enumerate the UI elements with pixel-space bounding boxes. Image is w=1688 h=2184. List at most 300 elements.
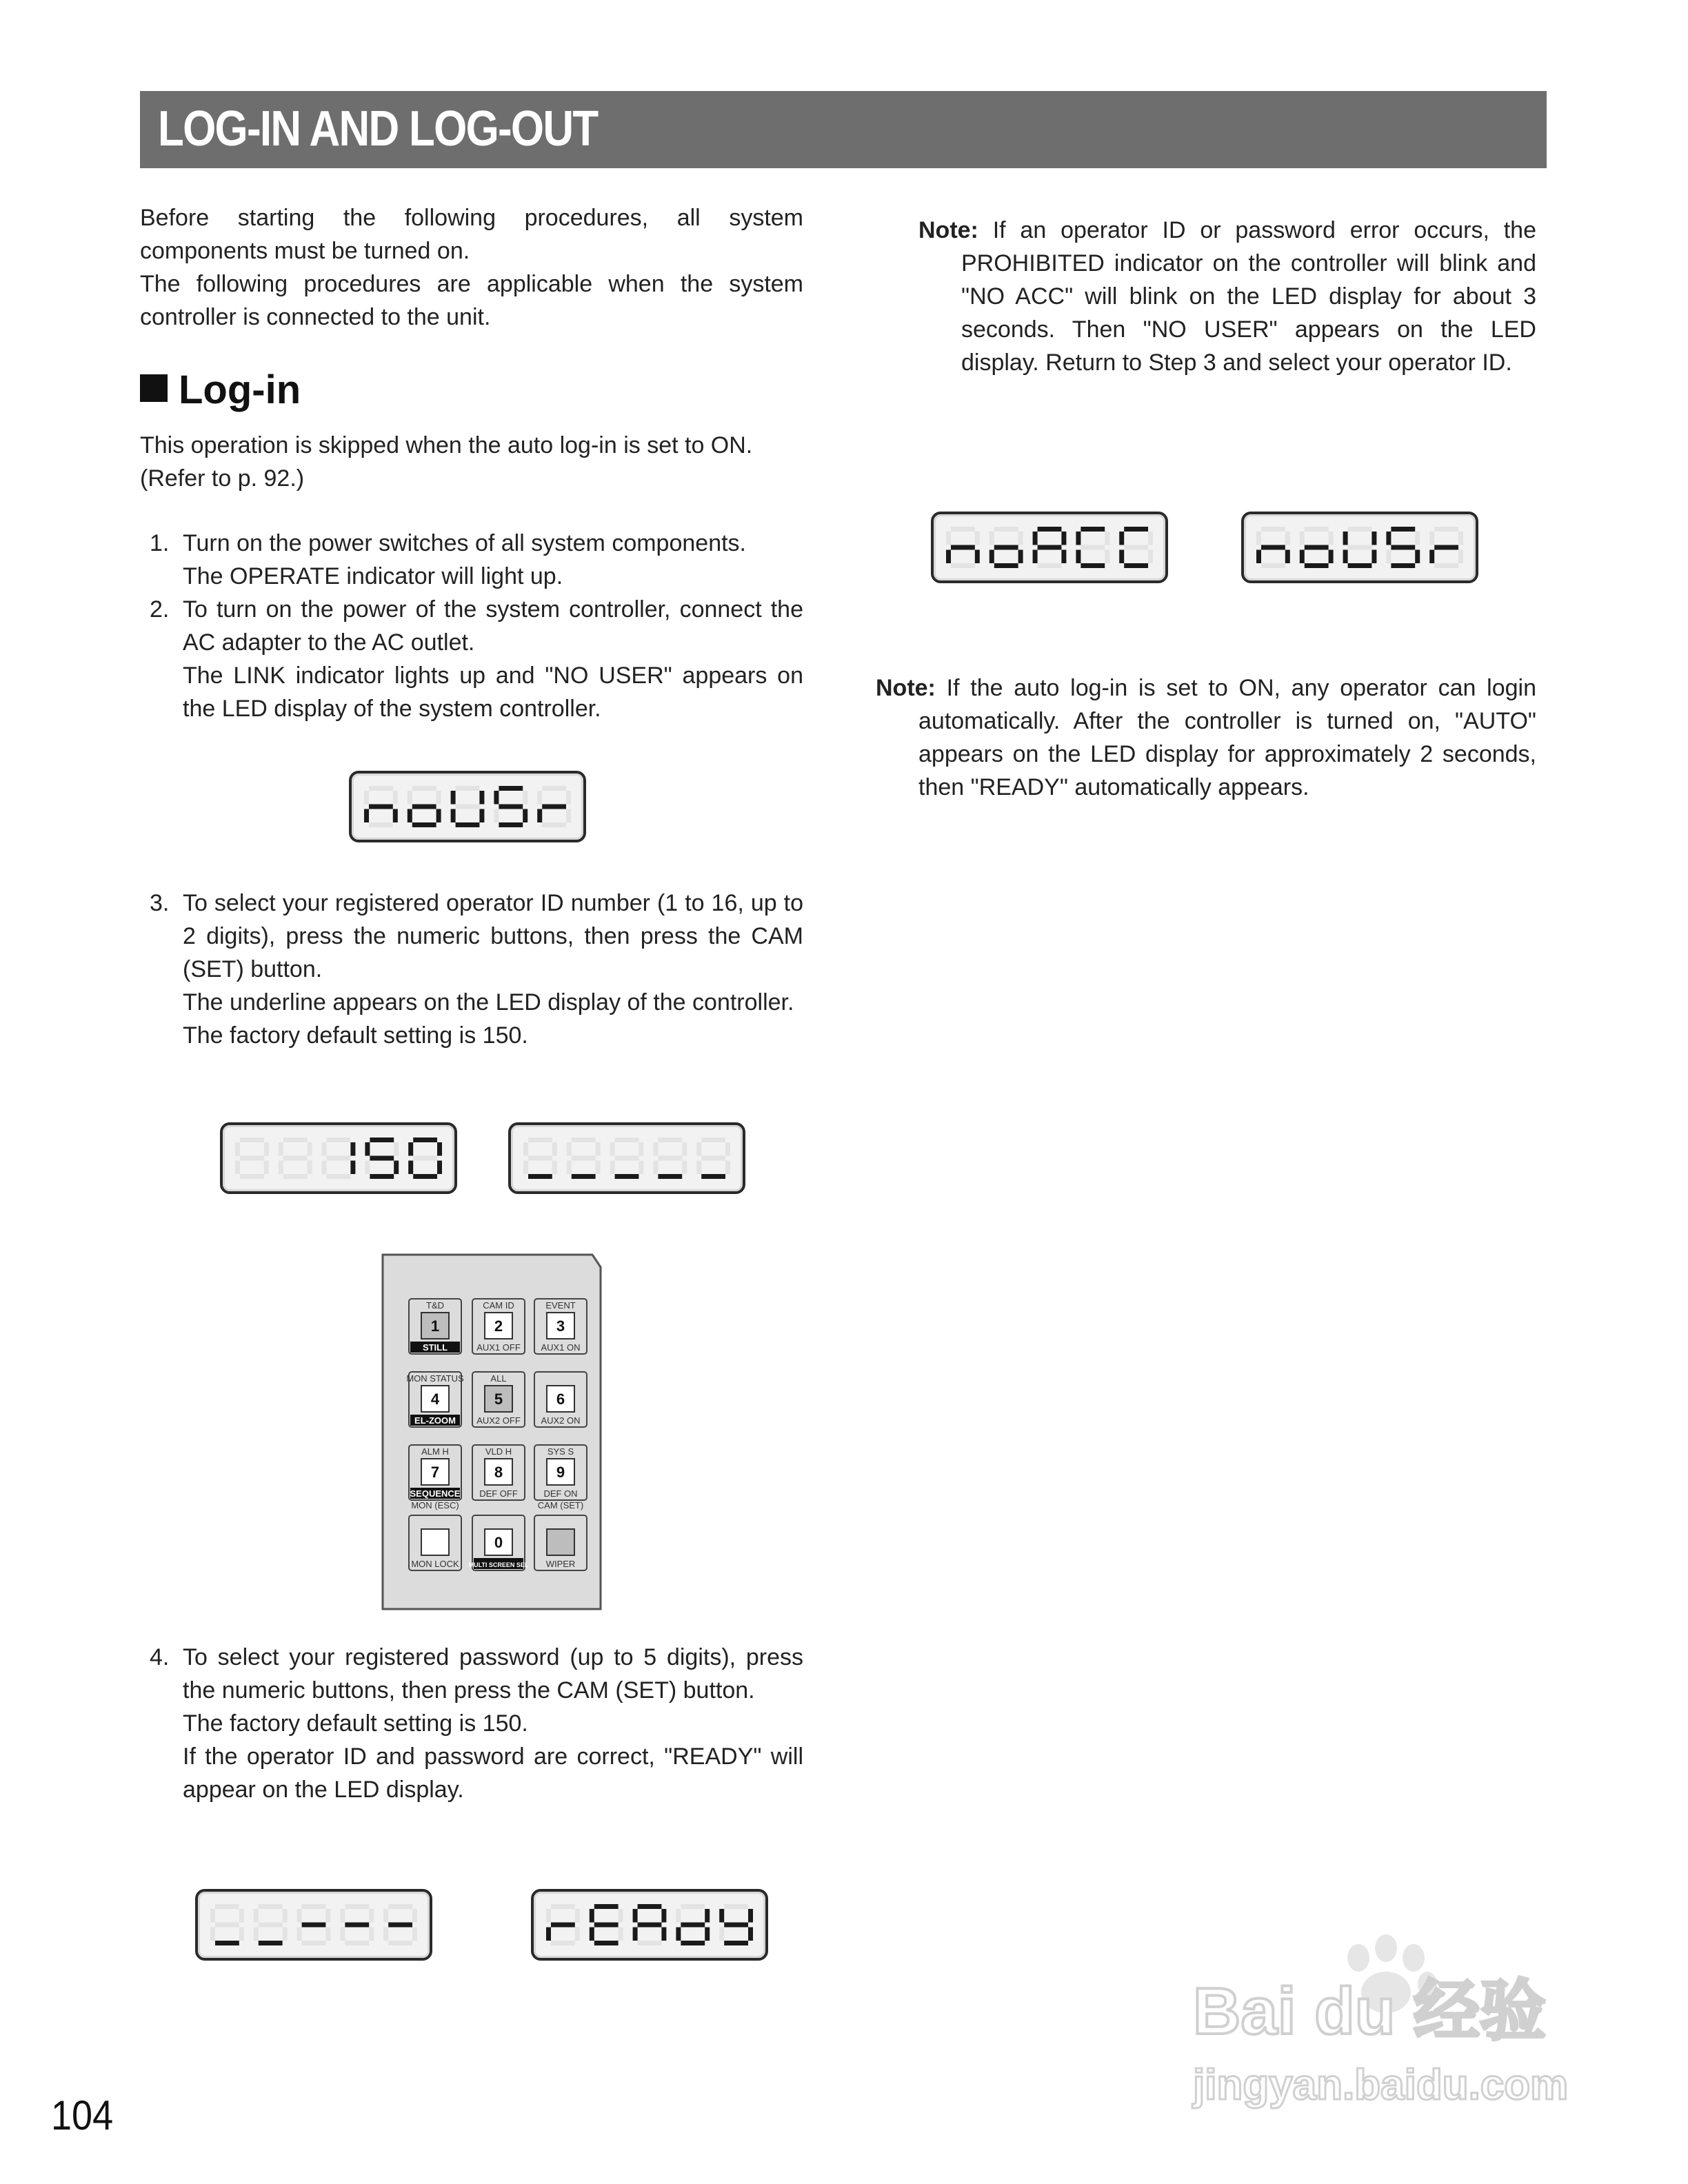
key-bottom-label: SEQUENCE [410, 1488, 461, 1499]
led-segment [1061, 550, 1066, 564]
led-segment [364, 809, 369, 823]
led-segment [572, 1156, 596, 1161]
led-segment [1076, 550, 1081, 564]
key-bottom-label: STILL [422, 1342, 448, 1353]
step-line: If the operator ID and password are correct, "READY" will appear on the LED display. [183, 1743, 803, 1803]
led-segment [1261, 527, 1285, 532]
led-digit [322, 1138, 356, 1179]
led-display-no-acc [931, 512, 1168, 583]
led-digit [1300, 527, 1334, 568]
led-digit [364, 786, 398, 827]
led-segment [388, 1941, 412, 1945]
baidu-watermark [1186, 1917, 1586, 2137]
key-digit: 4 [430, 1391, 440, 1408]
led-segment [1329, 550, 1334, 564]
led-digit [946, 527, 980, 568]
note-text: If an operator ID or password error occurs, the PROHIBITED indicator on the controller will blink and "NO ACC" will blink on the LED display for about 3 seconds. Then "NO USER" appears on the LED display. Return to Step 3 and select your operator ID. [961, 217, 1536, 376]
led-segment [1434, 545, 1458, 550]
led-digit [340, 1904, 374, 1945]
led-segment [283, 1928, 288, 1941]
led-segment [542, 822, 566, 827]
led-segment [1305, 563, 1329, 568]
led-segment [408, 1161, 413, 1175]
led-segment [542, 805, 566, 809]
led-segment [494, 809, 499, 823]
skip-note [140, 429, 803, 495]
step-line: Turn on the power switches of all system components. [183, 530, 746, 556]
led-segment [572, 1138, 596, 1142]
led-segment [393, 809, 398, 823]
led-segment [994, 545, 1018, 550]
led-segment [537, 809, 542, 823]
led-segment [1285, 532, 1290, 545]
seven-segment-digits [534, 1892, 765, 1958]
led-segment [596, 1161, 601, 1175]
led-segment [1119, 550, 1124, 564]
key-bottom-label: DEF ON [543, 1488, 578, 1499]
key-bottom-label: AUX1 OFF [476, 1342, 521, 1353]
led-segment [283, 1909, 288, 1923]
key-bottom-label: MULTI SCREEN SEL [468, 1561, 529, 1568]
key-top-label: CAM (SET) [537, 1500, 584, 1510]
led-segment [412, 1928, 417, 1941]
led-segment [1081, 545, 1105, 550]
led-digit [523, 1138, 557, 1179]
led-segment [951, 527, 975, 532]
led-segment [676, 1909, 681, 1923]
led-segment [325, 1909, 330, 1923]
led-segment [1033, 550, 1038, 564]
led-digit [696, 1138, 730, 1179]
led-segment [1038, 527, 1062, 532]
led-segment [239, 1928, 244, 1941]
intro-text [140, 201, 803, 334]
step-number: 4. [150, 1644, 170, 1670]
led-display-id-underline [508, 1122, 745, 1194]
key-bottom-label: WIPER [545, 1559, 576, 1569]
led-segment [413, 1156, 437, 1161]
led-segment [615, 1138, 639, 1142]
led-segment [327, 1138, 351, 1142]
led-segment [1018, 532, 1023, 545]
led-segment [725, 1142, 730, 1156]
led-segment [350, 1161, 355, 1175]
key-digit: 6 [556, 1391, 565, 1408]
led-segment [279, 1161, 283, 1175]
led-digit [719, 1904, 753, 1945]
led-segment [542, 786, 566, 791]
led-segment [719, 1909, 724, 1923]
key-digit: 9 [556, 1464, 565, 1481]
led-segment [408, 1142, 413, 1156]
key-digit: 2 [494, 1317, 503, 1335]
led-segment [1256, 532, 1261, 545]
led-segment [528, 1174, 552, 1179]
led-segment [1119, 532, 1124, 545]
led-segment [369, 1909, 374, 1923]
led-segment [1305, 527, 1329, 532]
led-segment [1285, 550, 1290, 564]
led-segment [479, 809, 484, 823]
led-segment [1076, 532, 1081, 545]
key-button[interactable] [421, 1529, 449, 1555]
led-segment [994, 527, 1018, 532]
seven-segment-digits [352, 774, 583, 840]
key-bottom-label: DEF OFF [479, 1488, 518, 1499]
controller-keypad [381, 1253, 603, 1612]
key-digit: 0 [494, 1534, 503, 1551]
led-segment [696, 1142, 701, 1156]
key-digit: 1 [430, 1317, 440, 1335]
led-segment [701, 1138, 725, 1142]
led-segment [408, 791, 412, 805]
led-segment [975, 550, 980, 564]
led-segment [523, 1142, 528, 1156]
step-3 [140, 887, 803, 1052]
intro-paragraph-2: The following procedures are applicable when the system controller is connected to the unit. [140, 271, 803, 330]
seven-segment-digits [198, 1892, 430, 1958]
led-segment [594, 1923, 619, 1928]
led-segment [1329, 532, 1334, 545]
led-segment [658, 1138, 682, 1142]
led-segment [546, 1928, 551, 1941]
led-segment [240, 1174, 264, 1179]
step-line: The OPERATE indicator will light up. [183, 563, 563, 589]
led-segment [1124, 527, 1148, 532]
led-segment [696, 1161, 701, 1175]
led-segment [1038, 563, 1062, 568]
led-segment [681, 1941, 705, 1945]
led-segment [537, 791, 542, 805]
led-segment [610, 1142, 615, 1156]
led-display-id-150 [220, 1122, 457, 1194]
led-segment [676, 1928, 681, 1941]
led-segment [619, 1928, 623, 1941]
led-digit [279, 1138, 312, 1179]
key-bottom-label: AUX2 OFF [476, 1415, 521, 1426]
led-segment [610, 1161, 615, 1175]
key-top-label: SYS S [547, 1446, 574, 1457]
led-segment [215, 1941, 239, 1945]
led-digit [383, 1904, 417, 1945]
led-segment [705, 1909, 710, 1923]
key-digit: 7 [430, 1464, 440, 1481]
led-digit [1429, 527, 1463, 568]
led-segment [1348, 563, 1372, 568]
led-segment [499, 822, 523, 827]
led-segment [365, 1161, 370, 1175]
led-segment [724, 1941, 748, 1945]
led-segment [575, 1909, 580, 1923]
led-digit [989, 527, 1023, 568]
step-2 [140, 593, 803, 725]
led-segment [975, 532, 980, 545]
led-display-ready [531, 1889, 768, 1961]
led-segment [412, 1909, 417, 1923]
led-segment [394, 1142, 399, 1156]
led-segment [264, 1142, 269, 1156]
led-digit [1119, 527, 1153, 568]
step-number: 2. [150, 596, 170, 623]
led-segment [989, 550, 994, 564]
led-segment [254, 1928, 259, 1941]
led-segment [719, 1928, 724, 1941]
led-segment [682, 1161, 687, 1175]
watermark-graphic [1186, 1917, 1586, 2137]
led-segment [383, 1909, 388, 1923]
led-digit [408, 786, 441, 827]
led-segment [1105, 532, 1109, 545]
led-segment [951, 563, 975, 568]
led-segment [1434, 527, 1458, 532]
led-segment [1386, 550, 1391, 564]
led-segment [259, 1923, 283, 1928]
step-4-block [140, 1641, 803, 1806]
led-display-password-entry [195, 1889, 432, 1961]
led-segment [345, 1941, 369, 1945]
key-top-label: CAM ID [483, 1300, 514, 1311]
led-segment [1372, 550, 1376, 564]
led-segment [946, 550, 951, 564]
led-segment [388, 1923, 412, 1928]
led-segment [523, 809, 528, 823]
led-segment [259, 1904, 283, 1909]
step-line: To turn on the power of the system controller, connect the AC adapter to the AC outlet. [183, 596, 803, 656]
led-segment [437, 1142, 442, 1156]
led-segment [615, 1156, 639, 1161]
led-segment [369, 805, 393, 809]
key-digit: 8 [494, 1464, 503, 1481]
led-segment [437, 1161, 442, 1175]
key-digit: 5 [494, 1391, 503, 1408]
led-segment [1348, 527, 1372, 532]
key-top-label: VLD H [485, 1446, 512, 1457]
led-segment [215, 1904, 239, 1909]
led-segment [946, 532, 951, 545]
led-segment [264, 1161, 269, 1175]
led-segment [661, 1928, 666, 1941]
seven-segment-digits [511, 1125, 743, 1191]
led-segment [327, 1174, 351, 1179]
led-segment [619, 1909, 623, 1923]
led-segment [551, 1923, 575, 1928]
led-digit [494, 786, 528, 827]
led-segment [1348, 545, 1372, 550]
led-segment [283, 1138, 308, 1142]
led-segment [638, 1904, 662, 1909]
step-line: The factory default setting is 150. [183, 1710, 528, 1737]
step-number: 3. [150, 890, 170, 916]
led-segment [1300, 532, 1305, 545]
led-segment [322, 1142, 327, 1156]
led-digit [1386, 527, 1420, 568]
led-segment [658, 1174, 682, 1179]
led-segment [590, 1928, 594, 1941]
led-segment [393, 791, 398, 805]
led-segment [325, 1928, 330, 1941]
led-digit [210, 1904, 244, 1945]
led-segment [451, 791, 456, 805]
led-segment [705, 1928, 710, 1941]
section-heading-login [140, 367, 301, 413]
led-segment [653, 1142, 658, 1156]
led-segment [1081, 563, 1105, 568]
led-segment [638, 1923, 662, 1928]
led-segment [340, 1909, 345, 1923]
page-title-bar [140, 91, 1547, 168]
led-digit [254, 1904, 288, 1945]
led-digit [365, 1138, 399, 1179]
led-segment [1434, 563, 1458, 568]
step-1 [140, 527, 803, 593]
led-segment [279, 1142, 283, 1156]
led-segment [215, 1923, 239, 1928]
led-segment [1458, 532, 1463, 545]
led-segment [370, 1156, 394, 1161]
led-segment [682, 1142, 687, 1156]
led-digit [633, 1904, 667, 1945]
led-segment [308, 1142, 312, 1156]
step-number: 1. [150, 530, 170, 556]
led-segment [302, 1904, 326, 1909]
led-segment [681, 1904, 705, 1909]
led-segment [638, 1941, 662, 1945]
led-segment [283, 1174, 308, 1179]
seven-segment-digits [1244, 514, 1476, 580]
led-segment [1018, 550, 1023, 564]
led-segment [639, 1142, 643, 1156]
led-segment [369, 786, 393, 791]
led-segment [302, 1941, 326, 1945]
page-number: 104 [51, 2092, 114, 2138]
led-segment [1391, 563, 1415, 568]
led-digit [537, 786, 571, 827]
step-line: To select your registered operator ID number (1 to 16, up to 2 digits), press the numeric buttons, then press the CAM (SET) button. [183, 890, 803, 982]
led-segment [369, 1928, 374, 1941]
led-digit [235, 1138, 269, 1179]
led-segment [322, 1161, 327, 1175]
led-segment [413, 1174, 437, 1179]
led-segment [235, 1142, 240, 1156]
led-segment [259, 1941, 283, 1945]
led-segment [365, 1142, 370, 1156]
keypad-illustration [381, 1253, 603, 1612]
note-auto-login [876, 671, 1536, 804]
led-segment [394, 1161, 399, 1175]
led-digit [546, 1904, 580, 1945]
led-segment [388, 1904, 412, 1909]
led-digit [653, 1138, 687, 1179]
led-display-no-user [349, 771, 586, 842]
key-top-label: T&D [426, 1300, 444, 1311]
led-segment [240, 1156, 264, 1161]
seven-segment-digits [223, 1125, 454, 1191]
key-bottom-label: MON LOCK [411, 1559, 459, 1569]
led-segment [297, 1928, 302, 1941]
led-segment [594, 1904, 619, 1909]
led-segment [1256, 550, 1261, 564]
key-bottom-label: EL-ZOOM [414, 1415, 456, 1426]
led-segment [370, 1138, 394, 1142]
led-segment [661, 1909, 666, 1923]
led-segment [590, 1909, 594, 1923]
led-segment [456, 786, 480, 791]
led-segment [494, 791, 499, 805]
led-segment [235, 1161, 240, 1175]
step-line: The LINK indicator lights up and "NO USER" appears on the LED display of the system controller. [183, 663, 803, 722]
watermark-brand: Bai du 经验 [1193, 1974, 1547, 2048]
led-segment [566, 791, 571, 805]
led-segment [383, 1928, 388, 1941]
key-top-label: MON STATUS [406, 1373, 464, 1384]
led-segment [1343, 532, 1348, 545]
led-segment [1300, 550, 1305, 564]
led-segment [308, 1161, 312, 1175]
key-top-label: EVENT [545, 1300, 576, 1311]
step-3-block [140, 887, 803, 1052]
led-segment [350, 1142, 355, 1156]
led-segment [1429, 550, 1434, 564]
led-segment [413, 1138, 437, 1142]
led-segment [701, 1174, 725, 1179]
led-segment [639, 1161, 643, 1175]
led-segment [748, 1928, 753, 1941]
led-segment [364, 791, 369, 805]
seven-segment-digits [934, 514, 1165, 580]
led-segment [499, 805, 523, 809]
led-digit [1343, 527, 1377, 568]
key-button[interactable] [547, 1529, 574, 1555]
key-top-label: ALL [490, 1373, 507, 1384]
led-segment [1391, 527, 1415, 532]
led-segment [340, 1928, 345, 1941]
led-segment [566, 809, 571, 823]
led-segment [1386, 532, 1391, 545]
led-segment [1148, 550, 1153, 564]
step-line: The factory default setting is 150. [183, 1022, 528, 1049]
led-segment [370, 1174, 394, 1179]
led-segment [451, 809, 456, 823]
led-segment [523, 791, 528, 805]
key-top-label: ALM H [421, 1446, 449, 1457]
led-segment [567, 1161, 572, 1175]
key-bottom-label: AUX1 ON [541, 1342, 581, 1353]
led-segment [552, 1161, 557, 1175]
led-segment [1343, 550, 1348, 564]
led-segment [297, 1909, 302, 1923]
led-segment [615, 1174, 639, 1179]
led-segment [1415, 532, 1420, 545]
led-segment [725, 1161, 730, 1175]
led-segment [210, 1928, 215, 1941]
led-digit [451, 786, 485, 827]
led-segment [658, 1156, 682, 1161]
led-segment [499, 786, 523, 791]
led-segment [345, 1904, 369, 1909]
led-segment [633, 1909, 638, 1923]
led-display-no-user-note [1241, 512, 1478, 583]
led-segment [551, 1904, 575, 1909]
led-segment [1415, 550, 1420, 564]
led-segment [1038, 545, 1062, 550]
led-segment [653, 1161, 658, 1175]
step-line: To select your registered password (up to 5 digits), press the numeric buttons, then press the CAM (SET) button. [183, 1644, 803, 1703]
intro-paragraph-1: Before starting the following procedures, all system components must be turned on. [140, 205, 803, 264]
led-segment [210, 1909, 215, 1923]
led-segment [327, 1156, 351, 1161]
step-4 [140, 1641, 803, 1806]
led-segment [1372, 532, 1376, 545]
